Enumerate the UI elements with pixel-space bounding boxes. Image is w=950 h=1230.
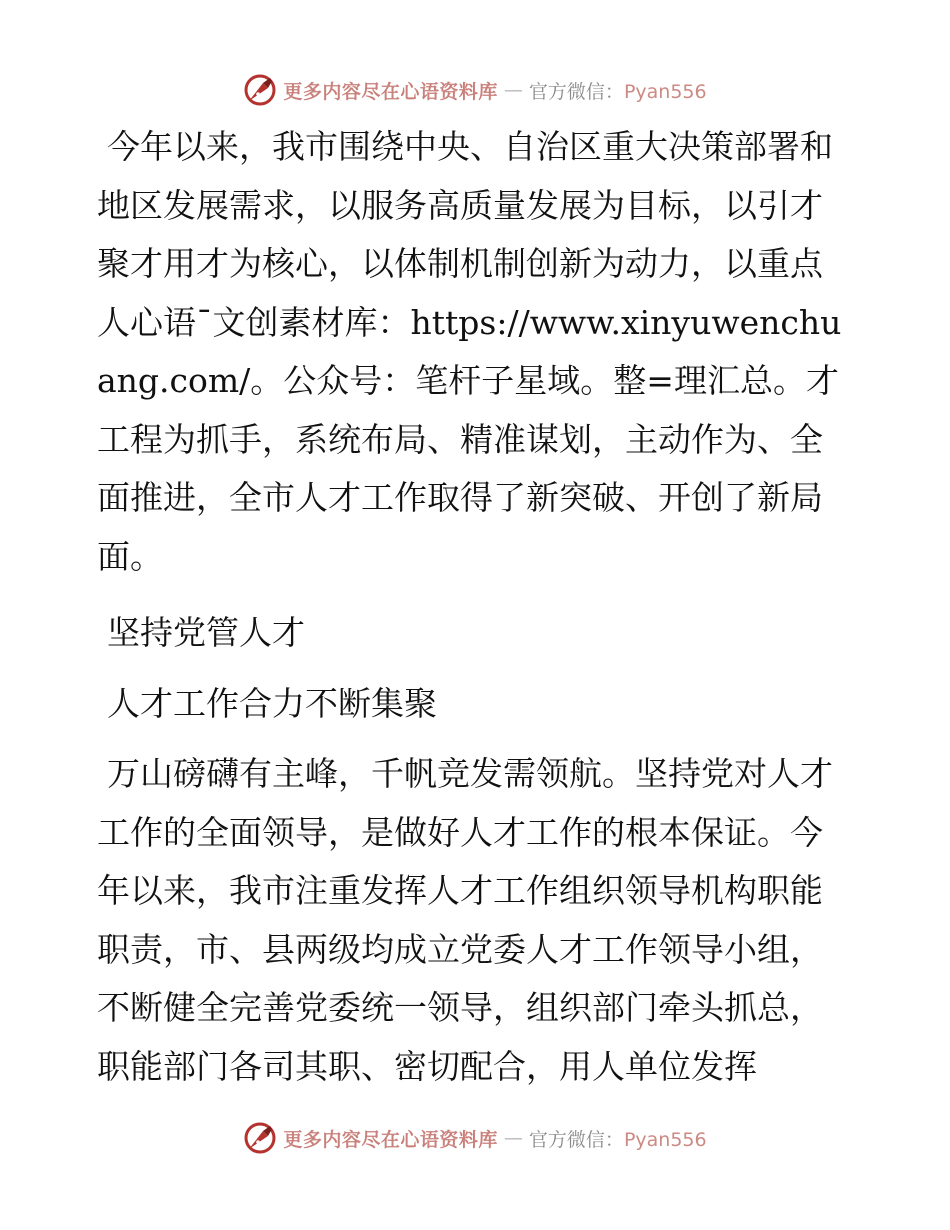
contact-info xyxy=(529,1125,707,1152)
footer-banner xyxy=(0,1118,950,1158)
paragraph-leadership: 万山磅礴有主峰，千帆竞发需领航。坚持党对人才工作的全面领导，是做好人才工作的根本保证。今年以来，我市注重发挥人才工作组织领导机构职能职责，市、县两级均成立党委人才工作领导小组，不断健全完善党委统一领导，组织部门牵头抓总，职能部门各司其职、密切配合，用人单位发挥 xyxy=(97,754,833,1086)
section-subheading: 人才工作合力不断集聚 xyxy=(107,683,437,723)
site-promo-text: 更多内容尽在心语资料库 xyxy=(283,80,498,103)
contact-info xyxy=(529,77,707,104)
contact-handle: Pyan556 xyxy=(623,80,707,103)
contact-handle: Pyan556 xyxy=(623,1128,707,1151)
pen-nib-seal-icon xyxy=(243,73,277,107)
pen-nib-seal-icon xyxy=(243,1121,277,1155)
banner-separator: — xyxy=(503,79,523,101)
paragraph-intro: 今年以来，我市围绕中央、自治区重大决策部署和地区发展需求，以服务高质量发展为目标，以引才聚才用才为核心，以体制机制创新为动力，以重点人心语¯文创素材库：https://www.xinyuwenchuang.com/。公众号：笔杆子星域。整=理汇总。才工程为抓手，系统布局、精准谋划，主动作为、全面推进，全市人才工作取得了新突破、开创了新局面。 xyxy=(97,127,842,576)
banner-separator: — xyxy=(503,1127,523,1149)
site-promo-text: 更多内容尽在心语资料库 xyxy=(283,1128,498,1151)
contact-label: 官方微信： xyxy=(528,1128,624,1151)
header-banner xyxy=(0,70,950,110)
document-body xyxy=(97,118,853,1096)
contact-label: 官方微信： xyxy=(528,80,624,103)
section-heading: 坚持党管人才 xyxy=(107,613,305,652)
